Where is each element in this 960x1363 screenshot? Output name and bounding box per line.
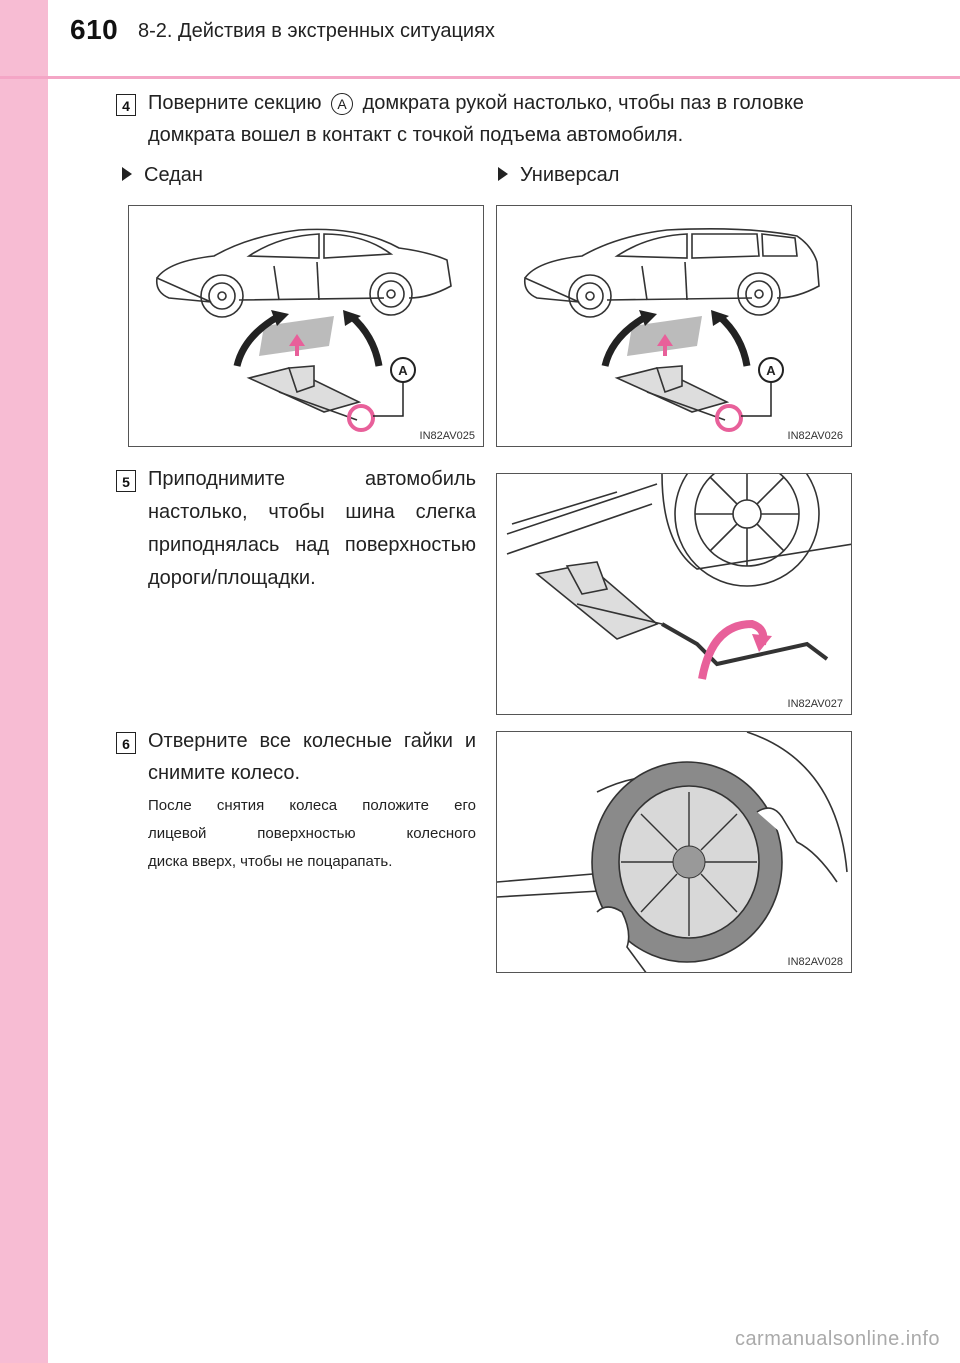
step-4-line-1 <box>148 88 858 119</box>
figure-sedan-jack <box>128 205 484 447</box>
triangle-bullet-icon <box>122 167 132 181</box>
step-6-badge: 6 <box>116 732 136 754</box>
page-number: 610 <box>70 14 119 45</box>
figure-remove-wheel <box>496 731 852 973</box>
raise-vehicle-illustration <box>497 474 852 715</box>
triangle-bullet-icon <box>498 167 508 181</box>
step-6-note-3: диска вверх, чтобы не поцарапать. <box>148 853 393 870</box>
figure-wagon-jack <box>496 205 852 447</box>
figure-code-wagon: IN82AV026 <box>787 430 843 442</box>
variant-sedan <box>122 164 203 187</box>
step-5-line-1: Приподнимите автомобиль <box>148 468 476 490</box>
header-rule <box>0 76 960 79</box>
variant-wagon-label: Универсал <box>520 164 620 186</box>
step-5-line-4: дороги/площадки. <box>148 567 316 589</box>
marker-a: A <box>331 93 353 115</box>
figure-raise-vehicle <box>496 473 852 715</box>
figure-code-raise: IN82AV027 <box>787 698 843 710</box>
step-4-line-2: домкрата вошел в контакт с точкой подъема автомобиля. <box>148 124 684 146</box>
sedan-illustration <box>129 206 484 447</box>
step-4-text-after: домкрата рукой настолько, чтобы паз в головке <box>362 92 804 114</box>
step-4-text-before: Поверните секцию <box>148 92 322 114</box>
watermark: carmanualsonline.info <box>734 1328 940 1350</box>
step-6-note-2: лицевой поверхностью колесного <box>148 825 476 842</box>
svg-text:A: A <box>398 363 408 378</box>
step-6-line-1: Отверните все колесные гайки и <box>148 730 476 752</box>
step-5-line-3: приподнялась над поверхностью <box>148 534 476 556</box>
step-4-badge: 4 <box>116 94 136 116</box>
svg-text:A: A <box>766 363 776 378</box>
variant-sedan-label: Седан <box>144 164 203 186</box>
step-6-note-1: После снятия колеса положите его <box>148 797 476 814</box>
figure-code-remove: IN82AV028 <box>787 956 843 968</box>
variant-wagon <box>498 164 619 187</box>
pink-side-tab <box>0 0 48 1363</box>
wagon-illustration <box>497 206 852 447</box>
step-6-line-2: снимите колесо. <box>148 762 301 784</box>
section-title: 8-2. Действия в экстренных ситуациях <box>138 20 495 42</box>
remove-wheel-illustration <box>497 732 852 973</box>
figure-code-sedan: IN82AV025 <box>419 430 475 442</box>
step-5-badge: 5 <box>116 470 136 492</box>
step-5-line-2: настолько, чтобы шина слегка <box>148 501 476 523</box>
